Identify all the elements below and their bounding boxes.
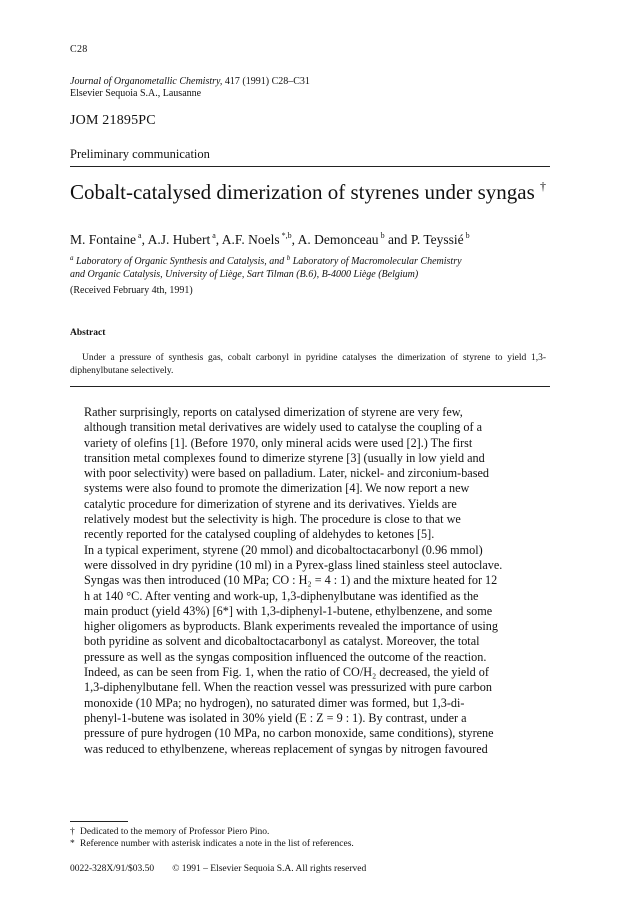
title-dagger: † bbox=[540, 179, 547, 193]
received-date: (Received February 4th, 1991) bbox=[70, 285, 193, 296]
affil-b-text: Laboratory of Macromolecular Chemistry bbox=[292, 256, 462, 267]
footnote-rule bbox=[70, 821, 128, 822]
header-rule bbox=[70, 166, 550, 167]
text-line: main product (yield 43%) [6*] with 1,3-diphenyl-1-butene, ethylbenzene, and some bbox=[84, 603, 493, 618]
text-line: although transition metal derivatives are widely used to catalyse the coupling of a bbox=[84, 420, 483, 435]
jom-code: JOM 21895PC bbox=[70, 113, 156, 128]
text-line: phenyl-1-butene was isolated in 30% yield (E : Z = 9 : 1). By contrast, under a bbox=[84, 710, 467, 725]
journal-citation-line bbox=[70, 76, 310, 88]
author-affil-mark: a bbox=[212, 231, 216, 240]
text-line: pressure as well as the syngas composition influenced the outcome of the reaction. bbox=[84, 649, 487, 664]
journal-publisher: Elsevier Sequoia S.A., Lausanne bbox=[70, 88, 202, 99]
copyright-notice: © 1991 – Elsevier Sequoia S.A. All rights reserved bbox=[172, 864, 367, 874]
author-separator: , bbox=[141, 232, 148, 247]
body-paragraph-2 bbox=[70, 543, 546, 757]
section-label: Preliminary communication bbox=[70, 147, 210, 161]
author-affil-mark: b bbox=[465, 231, 470, 240]
text-line: higher oligomers as byproducts. Blank experiments revealed the importance of using bbox=[84, 619, 498, 634]
affil-a-text: Laboratory of Organic Synthesis and Catalysis, and bbox=[76, 256, 285, 267]
author-name: M. Fontaine bbox=[70, 232, 136, 247]
text-line: In a typical experiment, styrene (20 mmol) and dicobaltoctacarbonyl (0.96 mmol) bbox=[84, 542, 483, 557]
affil-mark-b: b bbox=[286, 254, 291, 262]
issn-price: 0022-328X/91/$03.50 bbox=[70, 864, 155, 874]
journal-citation: 417 (1991) C28–C31 bbox=[224, 76, 310, 87]
author-separator: , bbox=[215, 232, 222, 247]
footnote-asterisk bbox=[70, 838, 354, 850]
footnote-mark: † bbox=[70, 827, 75, 837]
text-line: variety of olefins [1]. (Before 1970, only mineral acids were used [2].) The first bbox=[84, 435, 473, 450]
affil-mark-a: a bbox=[70, 254, 74, 262]
affiliation-line-2: and Organic Catalysis, University of Liège, Sart Tilman (B.6), B-4000 Liège (Belgium) bbox=[70, 269, 419, 280]
affiliation-line-1 bbox=[70, 252, 462, 268]
text-line: 1,3-diphenylbutane fell. When the reaction vessel was pressurized with pure carbon bbox=[84, 680, 492, 695]
text-line: both pyridine as solvent and dicobaltoctacarbonyl as catalyst. Moreover, the total bbox=[84, 634, 480, 649]
copyright-line bbox=[70, 864, 366, 874]
author-name: P. Teyssié bbox=[410, 232, 464, 247]
author-name: A.F. Noels bbox=[221, 232, 280, 247]
text-line: with poor selectivity) were based on palladium. Later, nickel- and zirconium-based bbox=[84, 466, 489, 481]
author-separator: , bbox=[291, 232, 298, 247]
article-title bbox=[70, 173, 546, 205]
text-line: catalytic procedure for dimerization of styrene and its derivatives. Yields are bbox=[84, 496, 457, 511]
author-name: A.J. Hubert bbox=[147, 232, 211, 247]
author-affil-mark: a bbox=[138, 231, 142, 240]
text-line: Syngas was then introduced (10 MPa; CO : H₂ = 4 : 1) and the mixture heated for 12 bbox=[84, 573, 498, 588]
title-text: Cobalt-catalysed dimerization of styrenes under syngas bbox=[70, 180, 535, 204]
author-list bbox=[70, 231, 470, 248]
author-name: A. Demonceau bbox=[297, 232, 379, 247]
text-line: monoxide (10 MPa; no hydrogen), no saturated dimer was formed, but 1,3-di- bbox=[84, 695, 465, 710]
journal-name: Journal of Organometallic Chemistry, bbox=[70, 76, 223, 87]
text-line: pressure of pure hydrogen (10 MPa, no carbon monoxide, same conditions), styrene bbox=[84, 726, 494, 741]
abstract-heading: Abstract bbox=[70, 328, 106, 338]
page-number: C28 bbox=[70, 44, 88, 55]
text-line: recently reported for the catalysed coupling of aldehydes to ketones [5]. bbox=[84, 527, 435, 542]
footnote-text: Dedicated to the memory of Professor Piero Pino. bbox=[80, 827, 270, 837]
text-line: were dissolved in dry pyridine (10 ml) in a Pyrex-glass lined stainless steel autoclave. bbox=[84, 557, 503, 572]
abstract-text: Under a pressure of synthesis gas, cobalt carbonyl in pyridine catalyses the dimerization of styrene to yield 1,3-diphenylbutane selectively. bbox=[70, 353, 546, 376]
text-line: was reduced to ethylbenzene, whereas replacement of syngas by nitrogen favoured bbox=[84, 741, 488, 756]
article-body bbox=[70, 405, 546, 757]
text-line: relatively modest but the selectivity is high. The procedure is close to that we bbox=[84, 512, 461, 527]
text-line: Indeed, as can be seen from Fig. 1, when the ratio of CO/H₂ decreased, the yield of bbox=[84, 665, 489, 680]
footnotes bbox=[70, 826, 354, 850]
affiliations bbox=[70, 252, 462, 281]
body-paragraph-1 bbox=[70, 405, 546, 543]
author-separator: and bbox=[384, 232, 411, 247]
text-line: systems were also found to promote the dimerization [4]. We now report a new bbox=[84, 481, 470, 496]
footnote-mark: * bbox=[70, 839, 75, 849]
journal-header bbox=[70, 76, 310, 100]
text-line: transition metal complexes found to dimerize styrene [3] (usually in low yield and bbox=[84, 450, 485, 465]
footnote-text: Reference number with asterisk indicates a note in the list of references. bbox=[80, 839, 354, 849]
text-line: h at 140 °C. After venting and work-up, 1,3-diphenylbutane was identified as the bbox=[84, 588, 479, 603]
author-affil-mark: b bbox=[380, 231, 385, 240]
author-affil-mark: *,b bbox=[281, 231, 292, 240]
text-line: Rather surprisingly, reports on catalysed dimerization of styrene are very few, bbox=[84, 405, 463, 419]
abstract-rule bbox=[70, 386, 550, 387]
footnote-dedication bbox=[70, 826, 354, 838]
